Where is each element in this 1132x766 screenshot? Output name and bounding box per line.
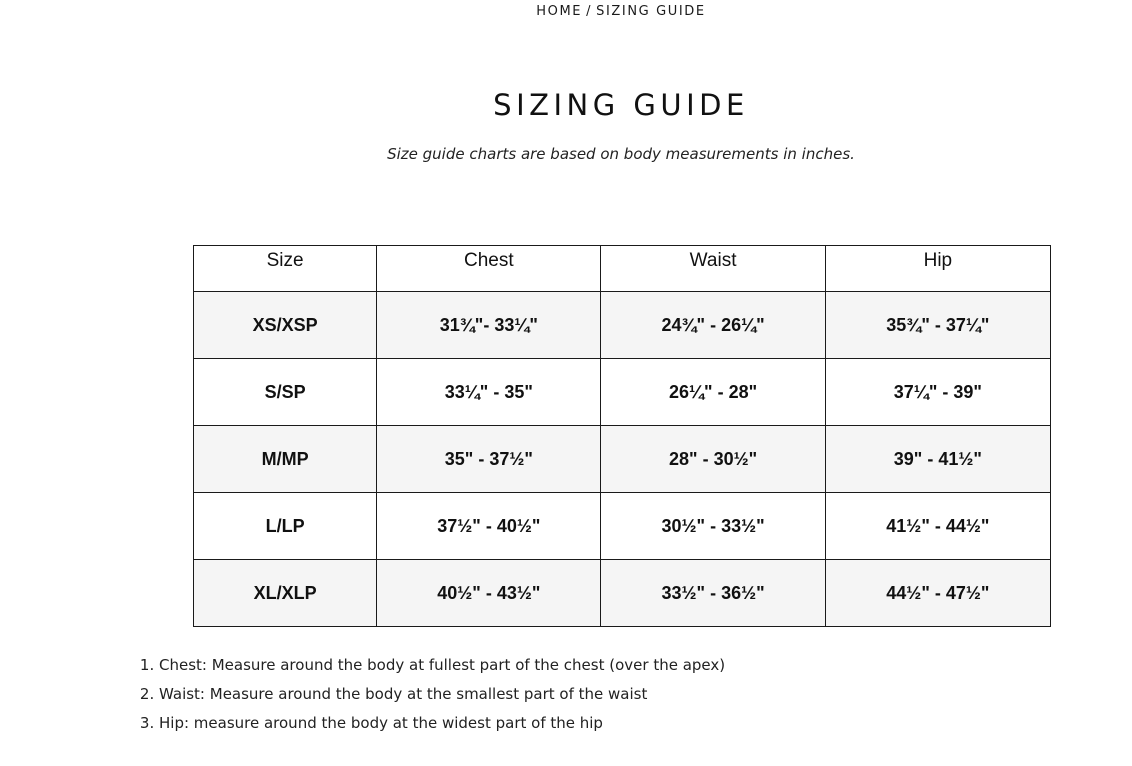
cell-chest: 33¼" - 35": [377, 359, 601, 426]
table-row: [194, 560, 1051, 627]
cell-chest: 40½" - 43½": [377, 560, 601, 627]
header-size: Size: [194, 246, 377, 292]
cell-size: XL/XLP: [194, 560, 377, 627]
table-row: [194, 359, 1051, 426]
header-waist: Waist: [601, 246, 825, 292]
page-subtitle: Size guide charts are based on body measurements in inches.: [387, 145, 855, 163]
table-row: [194, 493, 1051, 560]
sizing-table: [193, 245, 1051, 627]
cell-waist: 28" - 30½": [601, 426, 825, 493]
header-chest: Chest: [377, 246, 601, 292]
cell-chest: 31¾"- 33¼": [377, 292, 601, 359]
cell-hip: 44½" - 47½": [825, 560, 1050, 627]
cell-size: S/SP: [194, 359, 377, 426]
note-chest: 1. Chest: Measure around the body at fullest part of the chest (over the apex): [159, 651, 725, 680]
cell-waist: 26¼" - 28": [601, 359, 825, 426]
cell-chest: 37½" - 40½": [377, 493, 601, 560]
cell-waist: 33½" - 36½": [601, 560, 825, 627]
header-hip: Hip: [825, 246, 1050, 292]
table-row: [194, 292, 1051, 359]
table-header-row: [194, 246, 1051, 292]
cell-size: M/MP: [194, 426, 377, 493]
cell-chest: 35" - 37½": [377, 426, 601, 493]
breadcrumb: [0, 4, 1132, 19]
page-title: SIZING GUIDE: [493, 88, 749, 122]
measurement-notes: [0, 651, 725, 738]
note-hip: 3. Hip: measure around the body at the widest part of the hip: [159, 709, 725, 738]
cell-size: L/LP: [194, 493, 377, 560]
cell-hip: 39" - 41½": [825, 426, 1050, 493]
table-row: [194, 426, 1051, 493]
cell-waist: 30½" - 33½": [601, 493, 825, 560]
cell-size: XS/XSP: [194, 292, 377, 359]
cell-hip: 35¾" - 37¼": [825, 292, 1050, 359]
note-waist: 2. Waist: Measure around the body at the smallest part of the waist: [159, 680, 725, 709]
cell-hip: 41½" - 44½": [825, 493, 1050, 560]
breadcrumb-separator: /: [586, 4, 593, 19]
breadcrumb-current: SIZING GUIDE: [596, 4, 706, 19]
breadcrumb-home-link[interactable]: HOME: [536, 4, 583, 19]
cell-hip: 37¼" - 39": [825, 359, 1050, 426]
cell-waist: 24¾" - 26¼": [601, 292, 825, 359]
